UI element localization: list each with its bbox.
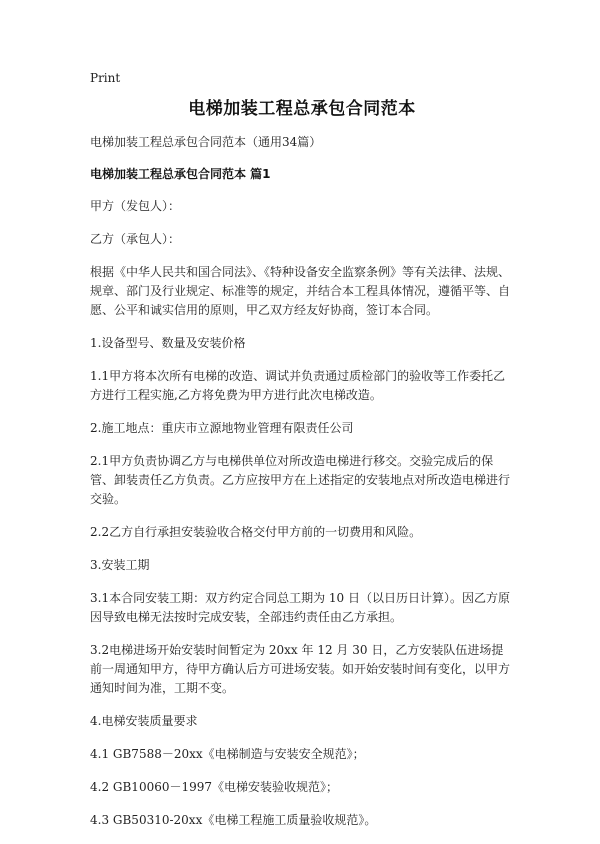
document-subtitle: 电梯加装工程总承包合同范本（通用34篇） bbox=[90, 135, 322, 149]
document-body bbox=[90, 133, 514, 844]
clause-3-1: 3.1本合同安装工期：双方约定合同总工期为 10 日（以日历日计算）。因乙方原因导致电梯无法按时完成安装，全部违约责任由乙方承担。 bbox=[90, 591, 510, 624]
clause-heading-4: 4.电梯安装质量要求 bbox=[90, 714, 198, 728]
clause-4-3: 4.3 GB50310-20xx《电梯工程施工质量验收规范》。 bbox=[90, 813, 377, 827]
clause-heading-2: 2.施工地点：重庆市立源地物业管理有限责任公司 bbox=[90, 421, 354, 435]
clause-4-1: 4.1 GB7588－20xx《电梯制造与安装安全规范》； bbox=[90, 747, 365, 761]
intro-paragraph: 根据《中华人民共和国合同法》、《特种设备安全监察条例》等有关法律、法规、规章、部门及行业规定、标准等的规定，并结合本工程具体情况，遵循平等、自愿、公平和诚实信用的原则，甲乙双方经友好协商，签订本合同。 bbox=[90, 265, 511, 317]
party-a-line: 甲方（发包人）： bbox=[90, 199, 181, 213]
clause-heading-1: 1.设备型号、数量及安装价格 bbox=[90, 336, 246, 350]
clause-4-2: 4.2 GB10060－1997《电梯安装验收规范》； bbox=[90, 780, 339, 794]
document-title: 电梯加装工程总承包合同范本 bbox=[188, 99, 416, 119]
clause-heading-3: 3.安装工期 bbox=[90, 558, 150, 572]
party-b-line: 乙方（承包人）： bbox=[90, 232, 181, 246]
clause-2-1: 2.1甲方负责协调乙方与电梯供单位对所改造电梯进行移交。交验完成后的保管、卸装责任乙方负责。乙方应按甲方在上述指定的安装地点对所改造电梯进行交验。 bbox=[90, 454, 511, 506]
print-link[interactable]: Print bbox=[90, 71, 121, 85]
section-heading: 电梯加装工程总承包合同范本 篇1 bbox=[90, 167, 271, 181]
clause-1-1: 1.1甲方将本次所有电梯的改造、调试并负责通过质检部门的验收等工作委托乙方进行工程实施,乙方将免费为甲方进行此次电梯改造。 bbox=[90, 369, 506, 402]
clause-2-2: 2.2乙方自行承担安装验收合格交付甲方前的一切费用和风险。 bbox=[90, 525, 422, 539]
clause-3-2: 3.2电梯进场开始安装时间暂定为 20xx 年 12 月 30 日，乙方安装队伍进场提前一周通知甲方，待甲方确认后方可进场安装。如开始安装时间有变化，以甲方通知时间为准，工期不变。 bbox=[90, 643, 511, 695]
